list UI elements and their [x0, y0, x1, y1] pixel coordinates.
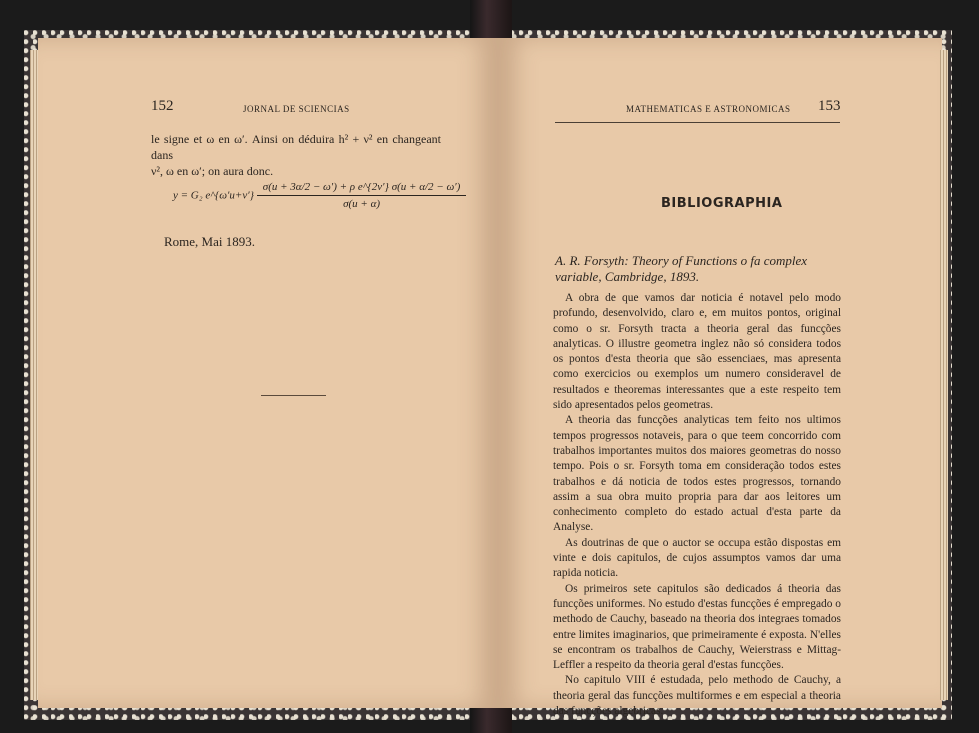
paragraph: A obra de que vamos dar noticia é notavel pelo modo profundo, desenvolvido, claro e, em muitos pontos, original como o sr. Forsyth tracta a theoria geral das funcções analyticas. O illustre geometra inglez não só considera todos os pontos d'esta theoria que são essenciaes, mas apresenta como exercicios ou exemplos um numero consideravel de resultados e theoremas interessantes que a este respeito tem sido apresentados pelos geometras.: [553, 292, 841, 412]
formula-numerator: σ(u + 3α/2 − ω′) + ρ e^{2ν′} σ(u + α/2 − ω′): [257, 181, 467, 196]
intro-line-1: le signe et ω en ω′. Ainsi on déduira h² + ν² en changeant dans: [151, 132, 441, 162]
page-edges-right: [940, 50, 948, 700]
right-page: [498, 38, 942, 718]
paragraph: Os primeiros sete capitulos são dedicados á theoria das funcções uniformes. No estudo d'estas funcções é empregado o methodo de Cauchy, baseado na theoria dos integraes tomados entre limites imaginarios, que primeiramente é exposta. N'elles se encontram os trabalhos de Cauchy, Weierstrass e Mittag-Leffler a respeito da theoria geral d'estas funcções.: [553, 582, 841, 672]
body-text: [553, 291, 841, 719]
section-divider: [261, 395, 326, 396]
formula-lhs: y = G₂ e^{ω′u+ν′}: [173, 189, 255, 202]
formula-denominator: σ(u + α): [343, 198, 381, 210]
page-number-left: 152: [151, 98, 174, 114]
page-number-right: 153: [818, 98, 841, 114]
left-page: [38, 38, 498, 708]
header-rule: [555, 122, 840, 123]
running-head-left: JORNAL DE SCIENCIAS: [243, 104, 350, 114]
paragraph: As doutrinas de que o auctor se occupa estão dispostas em vinte e dois capitulos, de cujos assumptos vamos dar uma rapida noticia.: [553, 536, 841, 580]
paragraph: No capitulo VIII é estudada, pelo methodo de Cauchy, a theoria geral das funcções multiformes e em especial a theoria das funcções algebricas.: [553, 674, 841, 718]
section-title: BIBLIOGRAPHIA: [661, 196, 783, 211]
paragraph: A theoria das funcções analyticas tem feito nos ultimos tempos progressos notaveis, para o que teem concorrido com trabalhos importantes muitos dos maiores geometras do nosso tempo. Pois o sr. Forsyth toma em consideração todos estes trabalhos e dá noticia de todos estes progressos, tornando assim a sua obra muito propria para dar aos leitores um conhecimento completo do estado actual d'esta parte da Analyse.: [553, 414, 841, 534]
running-head-right: MATHEMATICAS E ASTRONOMICAS: [626, 104, 791, 114]
intro-line-2: ν², ω en ω′; on aura donc.: [151, 164, 274, 178]
page-edges-left: [30, 50, 38, 700]
signature: Rome, Mai 1893.: [164, 234, 255, 249]
formula-fraction: [257, 181, 467, 210]
intro-text: [151, 131, 441, 179]
citation: A. R. Forsyth: Theory of Functions o fa complex variable, Cambridge, 1893.: [555, 253, 808, 284]
formula: [173, 181, 473, 210]
